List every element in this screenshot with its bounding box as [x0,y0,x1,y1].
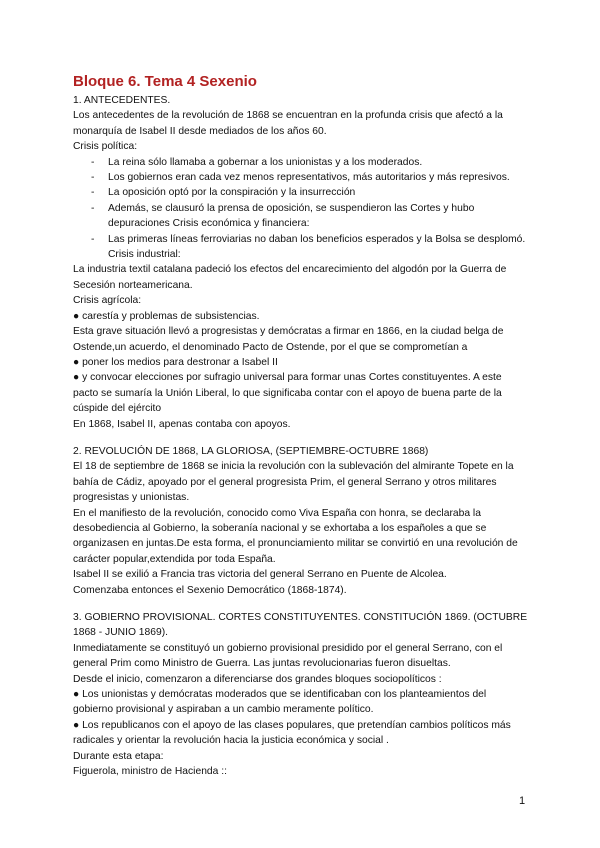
bullet-elecciones: ● y convocar elecciones por sufragio universal para formar unas Cortes constituyentes. A este pacto se sumaría la Unión Liberal, lo que significaba contar con el apoyo de buena parte de la cúspide del ejército [73,372,502,415]
section3-bullet-1: ● Los unionistas y demócratas moderados que se identificaban con los planteamientos del gobierno provisional y aspiraban a un cambio meramente político. [73,689,487,716]
section2-paragraph-4: Comenzaba entonces el Sexenio Democrático (1868-1874). [73,584,347,596]
crisis-agricola-label: Crisis agrícola: [73,295,142,307]
section3-bullet-2: ● Los republicanos con el apoyo de las clases populares, que pretendían cambios políticos más radicales y orientar la revolución hacia la justicia económica y social . [73,719,511,747]
bullet-carestia: ● carestía y problemas de subsistencias. [73,310,260,322]
crisis-list [73,155,529,263]
section3-paragraph-3: Durante esta etapa: [73,750,164,762]
section2-heading: 2. REVOLUCIÓN DE 1868, LA GLORIOSA, (SEPTIEMBRE-OCTUBRE 1868) [73,445,429,457]
spacer [73,432,529,444]
document-body [73,72,529,779]
spacer [73,598,529,610]
section2-paragraph-3: Isabel II se exilió a Francia tras victoria del general Serrano en Puente de Alcolea. [73,569,447,581]
ostende-paragraph: Esta grave situación llevó a progresistas y demócratas a firmar en 1866, en la ciudad belga de Ostende,un acuerdo, el denominado Pacto de Ostende, por el que se comprometían a [73,326,504,353]
list-item: - Además, se clausuró la prensa de oposición, se suspendieron las Cortes y hubo depuraciones Crisis económica y financiera: [91,201,529,232]
section2-paragraph-1: El 18 de septiembre de 1868 se inicia la revolución con la sublevación del almirante Topete en la bahía de Cádiz, apoyado por el general progresista Prim, el general Serrano y otros militares progresistas y unionistas. [73,461,514,504]
page-title: Bloque 6. Tema 4 Sexenio [73,73,257,90]
list-item: - La reina sólo llamaba a gobernar a los unionistas y a los moderados. [91,155,529,170]
industrial-paragraph: La industria textil catalana padeció los efectos del encarecimiento del algodón por la Guerra de Secesión norteamericana. [73,264,507,291]
section1-closing: En 1868, Isabel II, apenas contaba con apoyos. [73,418,291,430]
section2-paragraph-2: En el manifiesto de la revolución, conocido como Viva España con honra, se declaraba la desobediencia al Gobierno, la soberanía nacional y se exhortaba a los españoles a que se organizasen en juntas.De esta forma, el pronunciamiento militar se convirtió en una revolución de carácter popular,extendida por toda España. [73,507,518,565]
crisis-politica-label: Crisis política: [73,141,138,153]
list-item: - Las primeras líneas ferroviarias no daban los beneficios esperados y la Bolsa se desplomó. Crisis industrial: [91,232,529,263]
bullet-destronar: ● poner los medios para destronar a Isabel II [73,356,278,368]
list-item: - La oposición optó por la conspiración y la insurrección [91,185,529,200]
section3-paragraph-4: Figuerola, ministro de Hacienda :: [73,766,227,778]
section1-heading: 1. ANTECEDENTES. [73,95,171,106]
section3-paragraph-2: Desde el inicio, comenzaron a diferenciarse dos grandes bloques sociopolíticos : [73,673,442,685]
section1-intro: Los antecedentes de la revolución de 1868 se encuentran en la profunda crisis que afectó a la monarquía de Isabel II desde mediados de los años 60. [73,110,503,137]
section3-paragraph-1: Inmediatamente se constituyó un gobierno provisional presidido por el general Serrano, con el general Prim como Ministro de Guerra. Las juntas revolucionarias fueron disueltas. [73,642,503,670]
list-item: - Los gobiernos eran cada vez menos representativos, más autoritarios y más represivos. [91,170,529,185]
section3-heading: 3. GOBIERNO PROVISIONAL. CORTES CONSTITUYENTES. CONSTITUCIÓN 1869. (OCTUBRE 1868 - JUNIO 1869). [73,612,528,639]
page-number: 1 [519,795,526,807]
